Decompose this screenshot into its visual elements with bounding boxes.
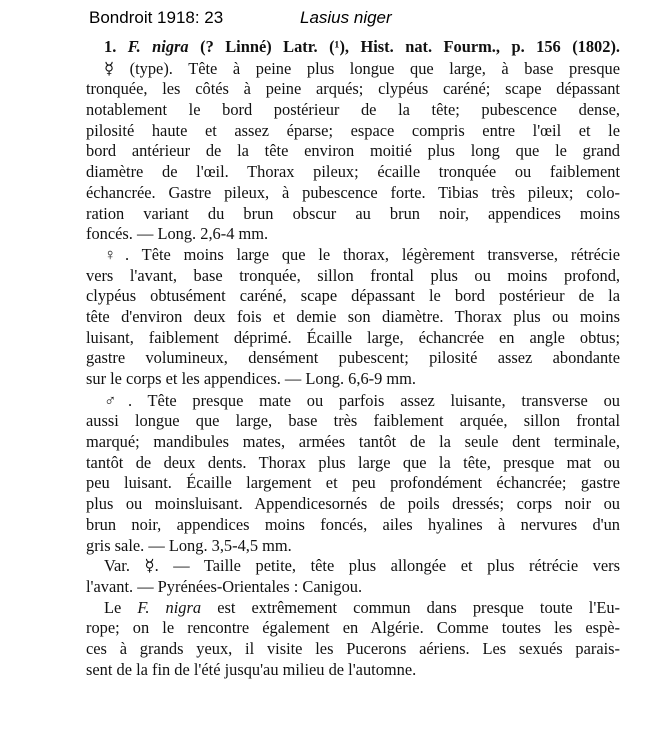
entry-citation: (? Linné) Latr. (¹), Hist. nat. Fourm., p. 156 (1802). bbox=[200, 37, 621, 56]
text-line: brun noir, appendices moins foncés, ailes hyalines à nervures d'un bbox=[86, 514, 620, 534]
text-line: foncés. — Long. 2,6-4 mm. bbox=[86, 224, 269, 244]
text-line: ☿ (type). Tête à peine plus longue que large, à base presque bbox=[104, 58, 620, 78]
text-line: gris sale. — Long. 3,5-4,5 mm. bbox=[86, 535, 292, 555]
text-line: ♂. Tête presque mate ou parfois assez luisante, transverse ou bbox=[104, 390, 620, 410]
text-line: ♀. Tête moins large que le thorax, légèrement transverse, rétrécie bbox=[104, 244, 620, 264]
text-line: aussi longue que large, base très faiblement arquée, sillon frontal bbox=[86, 411, 620, 431]
document-body bbox=[86, 37, 620, 680]
text-line: sur le corps et les appendices. — Long. 6,6-9 mm. bbox=[86, 369, 417, 388]
text-line: rope; on le rencontre également en Algérie. Comme toutes les espè- bbox=[86, 618, 620, 638]
worker-description bbox=[86, 59, 620, 245]
text-line: ration variant du brun obscur au brun noir, appendices moins bbox=[86, 203, 620, 223]
variety-note bbox=[86, 556, 620, 597]
citation: Bondroit 1918: 23 bbox=[89, 8, 224, 27]
text-line: gastre volumineux, densément pubescent; pilosité assez abondante bbox=[86, 348, 620, 368]
text-line: tantôt de deux dents. Thorax plus large que la tête, presque mat ou bbox=[86, 452, 620, 472]
entry-number: 1. bbox=[104, 37, 117, 56]
text-line: pilosité haute et assez éparse; espace compris entre l'œil et le bbox=[86, 120, 620, 140]
text-line: diamètre de l'œil. Thorax pileux; écaille tronquée ou faiblement bbox=[86, 162, 620, 182]
text-line: vers l'avant, base tronquée, sillon frontal plus ou moins profond, bbox=[86, 265, 620, 285]
text-line: Var. ☿. — Taille petite, tête plus allongée et plus rétrécie vers bbox=[104, 556, 620, 576]
entry-heading-line bbox=[86, 37, 620, 58]
text-line: notablement le bord postérieur de la tête; pubescence dense, bbox=[86, 100, 620, 120]
text-line: plus ou moinsluisant. Appendicesornés de poils dressés; corps noir ou bbox=[86, 494, 620, 514]
species-title: Lasius niger bbox=[300, 8, 392, 27]
taxon-name: F. nigra bbox=[137, 597, 202, 617]
text-line: marqué; mandibules mates, armées tantôt de la seule dent terminale, bbox=[86, 432, 620, 452]
male-description bbox=[86, 391, 620, 557]
queen-description bbox=[86, 245, 620, 390]
entry-heading bbox=[86, 37, 620, 58]
distribution-post: est extrêmement commun dans presque toute l'Eu- bbox=[217, 597, 620, 617]
text-line: clypéus obtusément caréné, scape dépassant le bord postérieur de la bbox=[86, 286, 620, 306]
text-line bbox=[86, 598, 620, 619]
distribution-pre: Le bbox=[104, 597, 122, 617]
text-line: tronquée, les côtés à peine arqués; clypéus caréné; scape dépassant bbox=[86, 79, 620, 99]
text-line: ces à grands yeux, il visite les Pucerons aériens. Les sexués parais- bbox=[86, 638, 620, 658]
taxon-name: F. nigra bbox=[127, 37, 189, 56]
text-line: tête d'environ deux fois et demie son diamètre. Thorax plus ou moins bbox=[86, 306, 620, 326]
text-line: échancrée. Gastre pileux, à pubescence forte. Tibias très pileux; colo- bbox=[86, 182, 620, 202]
text-line: l'avant. — Pyrénées-Orientales : Canigou. bbox=[86, 576, 363, 596]
text-line: luisant, faiblement déprimé. Écaille large, échancrée en angle obtus; bbox=[86, 327, 620, 347]
text-line: sent de la fin de l'été jusqu'au milieu de l'automne. bbox=[86, 659, 417, 679]
page-header bbox=[89, 8, 392, 28]
text-line: bord antérieur de la tête environ moitié plus long que le grand bbox=[86, 141, 620, 161]
distribution-note bbox=[86, 598, 620, 681]
text-line: peu luisant. Écaille largement et peu profondément échancrée; gastre bbox=[86, 473, 620, 493]
